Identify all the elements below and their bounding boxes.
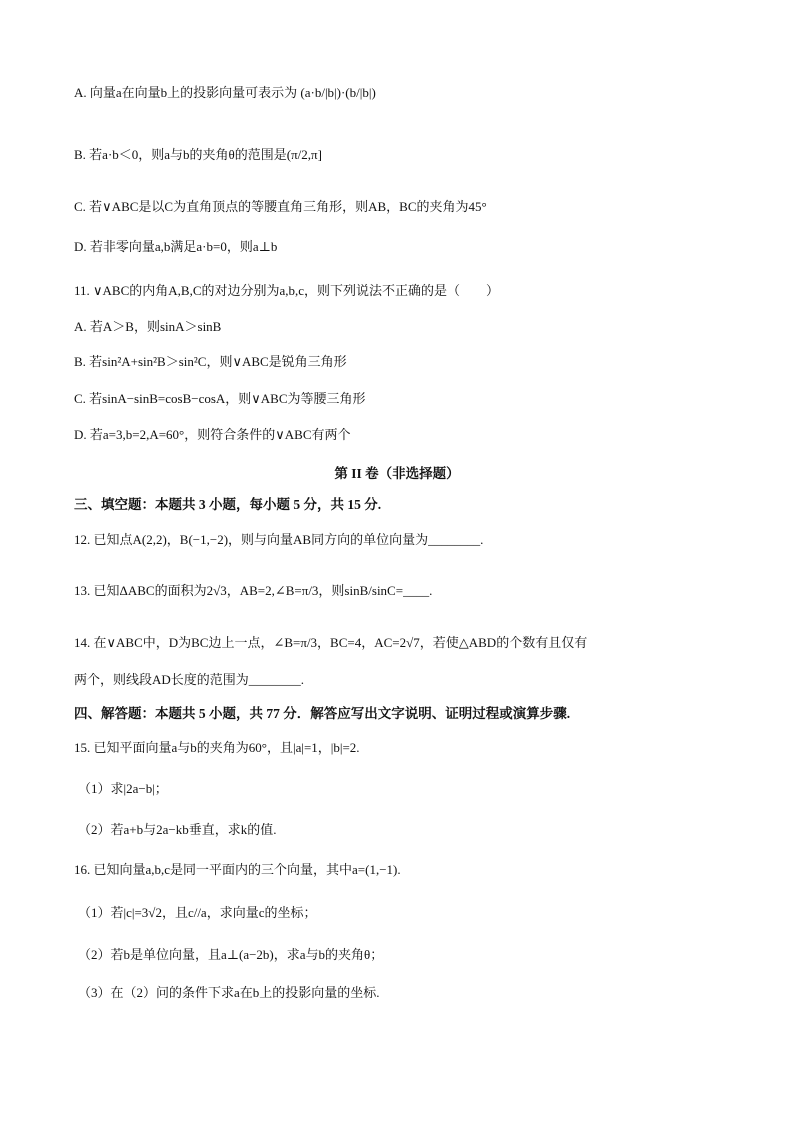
question-14-line-1: 14. 在∨ABC中，D为BC边上一点，∠B=π/3，BC=4，AC=2√7，若使△ABD的个数有且仅有	[74, 635, 588, 650]
option-b-q10: B. 若a·b＜0，则a与b的夹角θ的范围是(π/2,π]	[74, 147, 322, 162]
section-3-heading: 三、填空题：本题共 3 小题，每小题 5 分，共 15 分.	[74, 497, 382, 512]
question-16-part-3: （3）在（2）问的条件下求a在b上的投影向量的坐标.	[78, 985, 380, 1000]
option-a-q11: A. 若A＞B，则sinA＞sinB	[74, 319, 222, 334]
option-d-q11: D. 若a=3,b=2,A=60°，则符合条件的∨ABC有两个	[74, 427, 351, 442]
question-16-part-1: （1）若|c|=3√2，且c//a，求向量c的坐标；	[78, 905, 317, 920]
option-d-q10: D. 若非零向量a,b满足a·b=0，则a⊥b	[74, 239, 278, 254]
section-4-heading: 四、解答题：本题共 5 小题，共 77 分．解答应写出文字说明、证明过程或演算步骤.	[74, 706, 571, 721]
volume-two-heading: 第 II 卷（非选择题）	[334, 466, 460, 481]
question-12: 12. 已知点A(2,2)，B(−1,−2)，则与向量AB同方向的单位向量为________.	[74, 532, 484, 547]
question-15-part-1: （1）求|2a−b|；	[78, 781, 168, 796]
question-15-part-2: （2）若a+b与2a−kb垂直，求k的值.	[78, 822, 277, 837]
question-15: 15. 已知平面向量a与b的夹角为60°，且|a|=1，|b|=2.	[74, 740, 360, 755]
option-b-q11: B. 若sin²A+sin²B＞sin²C，则∨ABC是锐角三角形	[74, 354, 347, 369]
question-14-line-2: 两个，则线段AD长度的范围为________.	[74, 672, 305, 687]
question-11: 11. ∨ABC的内角A,B,C的对边分别为a,b,c，则下列说法不正确的是（ ）	[74, 283, 500, 298]
option-a-q10: A. 向量a在向量b上的投影向量可表示为 (a·b/|b|)·(b/|b|)	[74, 85, 376, 100]
question-16: 16. 已知向量a,b,c是同一平面内的三个向量，其中a=(1,−1).	[74, 862, 401, 877]
question-16-part-2: （2）若b是单位向量，且a⊥(a−2b)，求a与b的夹角θ；	[78, 947, 384, 962]
question-13: 13. 已知ΔABC的面积为2√3，AB=2,∠B=π/3，则sinB/sinC=____.	[74, 583, 433, 598]
option-c-q10: C. 若∨ABC是以C为直角顶点的等腰直角三角形，则AB，BC的夹角为45°	[74, 199, 487, 214]
option-c-q11: C. 若sinA−sinB=cosB−cosA，则∨ABC为等腰三角形	[74, 391, 366, 406]
